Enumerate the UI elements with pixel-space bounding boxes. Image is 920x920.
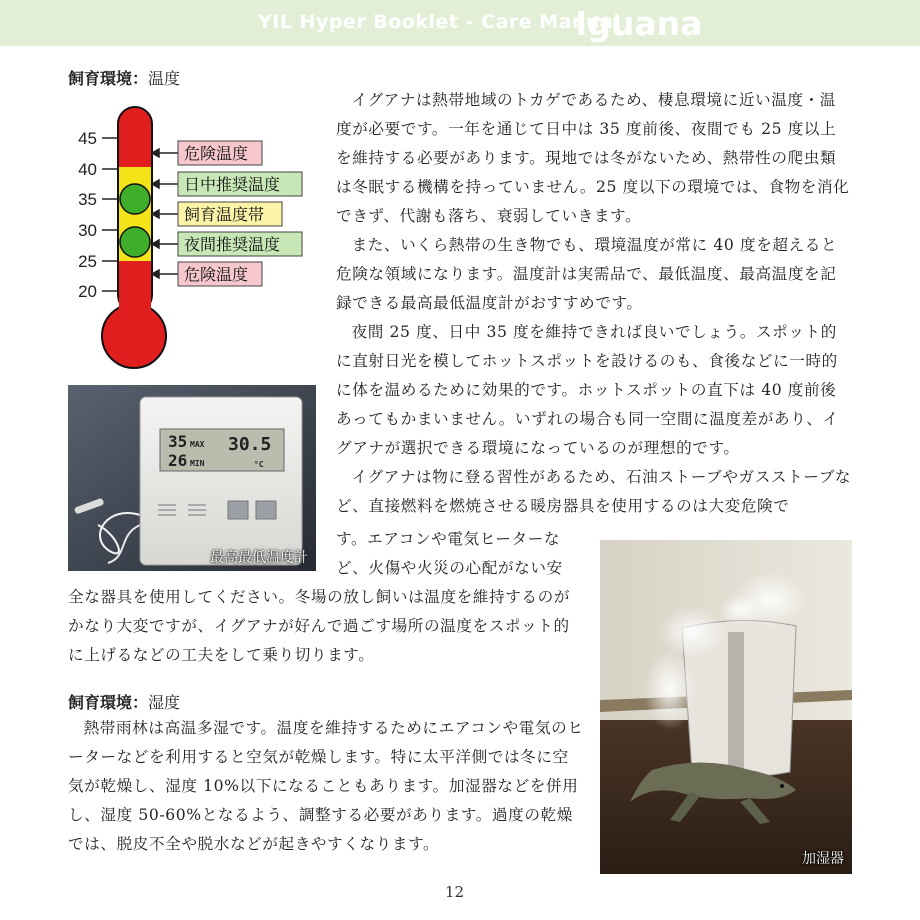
page-number: 12 [445,883,465,901]
temperature-paragraph-4: イグアナは物に登る習性があるため、石油ストーブやガスストーブなど、直接燃料を燃焼させる暖房器具を使用するのは大変危険で [336,468,852,515]
header-bar [0,0,920,46]
temperature-heading [68,66,180,89]
display-current-value: 30.5 [228,434,272,455]
humidity-heading-label: 飼育環境： [68,693,149,712]
humidifier-photo [600,540,852,874]
humidity-text [68,714,584,859]
tick-label: 20 [78,282,97,301]
danger-high-label: 危険温度 [184,144,249,163]
temperature-diagram [62,104,322,374]
temperature-continuation [68,583,584,670]
temperature-paragraph-1: イグアナは熱帯地域のトカゲであるため、棲息環境に近い温度・温度が必要です。一年を通じて日中は 35 度前後、夜間でも 25 度以上を維持する必要があります。現地では冬がないため、熱帯性の爬虫類は冬眠する機構を持っていません。25 度以下の環境では、食物を消化できず、代謝も落ち、衰弱していきます。 [336,91,850,225]
humidity-heading-topic: 湿度 [148,693,181,712]
temperature-heading-topic: 温度 [148,69,181,88]
danger-low-label: 危険温度 [184,265,249,284]
temperature-wrap-lines [336,525,596,583]
temperature-text-column [336,86,852,521]
temperature-wrap-line-2: ど、火傷や火災の心配がない安 [336,559,563,577]
thermometer-photo [68,385,316,571]
humidifier-photo-caption: 加湿器 [802,851,844,867]
display-max-unit: MAX [190,440,205,449]
display-current-unit: °C [254,460,264,469]
tick-label: 40 [78,160,97,179]
humidifier-iguana-image [600,540,852,874]
thermometer-photo-caption: 最高最低温度計 [210,550,308,566]
temperature-paragraph-4-end: 全な器具を使用してください。冬場の放し飼いは温度を維持するのがかなり大変ですが、イグアナが好んで過ごす場所の温度をスポット的に上げるなどの工夫をして乗り切ります。 [68,588,571,664]
display-min-value: 26 [168,451,188,470]
tick-label: 45 [78,129,97,148]
humidity-heading [68,690,180,713]
night-label: 夜間推奨温度 [184,235,281,254]
tick-label: 35 [78,190,97,209]
temperature-paragraph-2: また、いくら熱帯の生き物でも、環境温度が常に 40 度を超えると危険な領域になります。温度計は実需品で、最低温度、最高温度を記録できる最高最低温度計がおすすめです。 [336,236,838,312]
night-zone-dot [120,227,150,257]
day-zone-dot [120,184,150,214]
display-max-value: 35 [168,432,188,451]
temperature-paragraph-3: 夜間 25 度、日中 35 度を維持できれば良いでしょう。スポット的に直射日光を模してホットスポットを設けるのも、食後などに一時的に体を温めるために効果的です。ホットスポットの直下は 40 度前後あってもかまいません。いずれの場合も同一空間に温度差があり、イグアナが選択できる環境になっているのが理想的です。 [336,323,839,457]
humidity-paragraph: 熱帯雨林は高温多湿です。温度を維持するためにエアコンや電気のヒーターなどを利用すると空気が乾燥します。特に太平洋側では冬に空気が乾燥し、湿度 10%以下になることもあります。加湿器などを併用し、湿度 50-60%となるよう、調整する必要があります。過度の乾燥では、脱皮不全や脱水などが起きやすくなります。 [68,719,584,853]
temperature-heading-label: 飼育環境： [68,69,149,88]
thermometer-device-image [68,385,316,571]
day-label: 日中推奨温度 [184,175,281,194]
display-min-unit: MIN [190,459,205,468]
temperature-wrap-line-1: す。エアコンや電気ヒーターな [336,530,561,548]
tick-label: 30 [78,221,97,240]
breeding-label: 飼育温度帯 [184,205,265,224]
booklet-title: YIL Hyper Booklet - Care Manual [258,11,621,33]
species-title: Iguana [575,4,703,43]
tick-label: 25 [78,252,97,271]
